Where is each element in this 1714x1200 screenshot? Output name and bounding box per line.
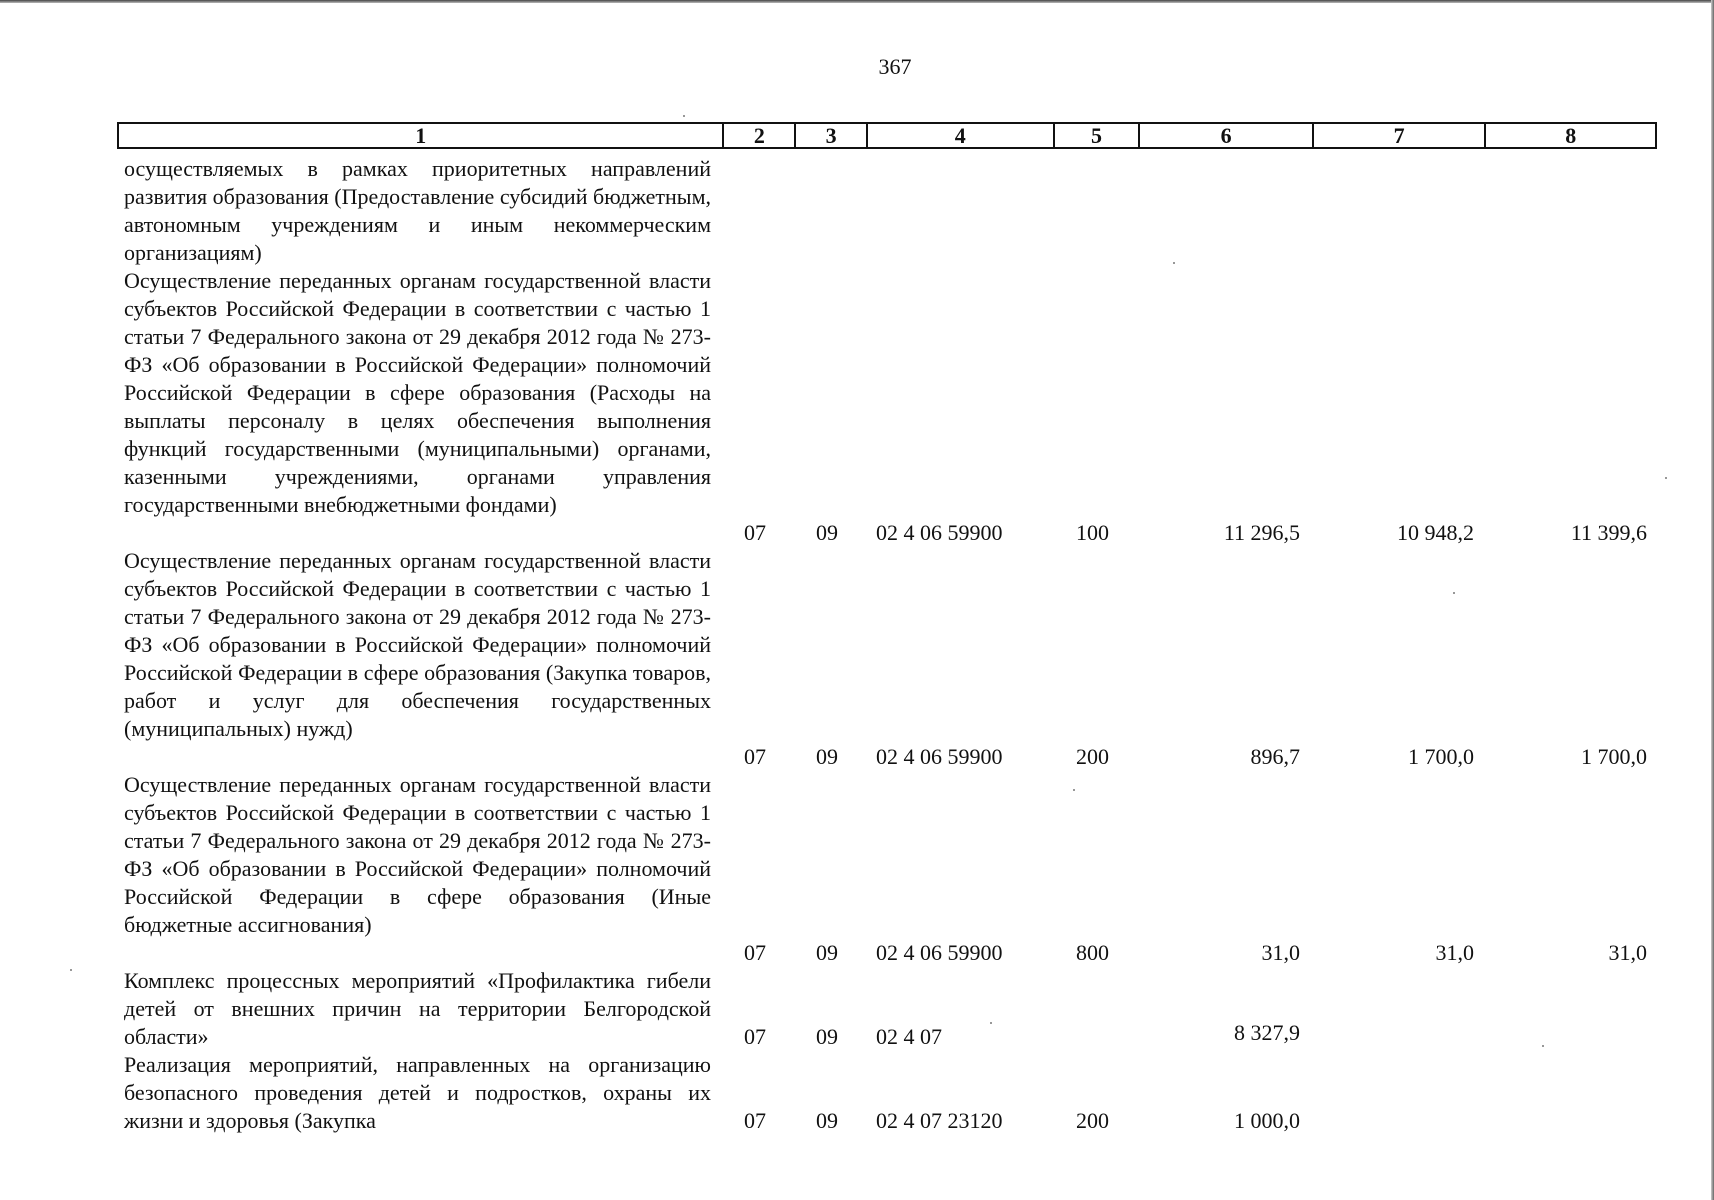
- header-col-6: 6: [1140, 124, 1314, 147]
- row-description: Осуществление переданных органам государственной власти субъектов Российской Федерации в соответствии с частью 1 статьи 7 Федерального закона от 29 декабря 2012 года № 273-ФЗ «Об образовании в Российской Федерации» полномочий Российской Федерации в сфере образования (Расходы на выплаты персоналу в целях обеспечения выполнения функций государственными (муниципальными) органами, казенными учреждениями, органами управления государственными внебюджетными фондами): [124, 268, 711, 517]
- target-article-code: 02 4 06 59900: [876, 744, 1003, 769]
- row-description: Реализация мероприятий, направленных на организацию безопасного проведения детей и подростков, охраны их жизни и здоровья (Закупка: [124, 1052, 711, 1133]
- scan-speck: [683, 115, 685, 117]
- row-description: Комплекс процессных мероприятий «Профилактика гибели детей от внешних причин на территории Белгородской области»: [124, 968, 711, 1049]
- amount-col-8: 31,0: [1608, 940, 1647, 965]
- row-description: Осуществление переданных органам государственной власти субъектов Российской Федерации в соответствии с частью 1 статьи 7 Федерального закона от 29 декабря 2012 года № 273-ФЗ «Об образовании в Российской Федерации» полномочий Российской Федерации в сфере образования (Иные бюджетные ассигнования): [124, 772, 711, 937]
- amount-col-7: 1 700,0: [1408, 744, 1474, 769]
- amount-col-6: 896,7: [1250, 744, 1300, 769]
- section-code: 07: [744, 744, 766, 769]
- header-col-3: 3: [796, 124, 868, 147]
- scan-speck: [1665, 477, 1667, 479]
- scan-speck: [1073, 789, 1075, 791]
- expense-type-code: 100: [1076, 520, 1109, 545]
- row-description: осуществляемых в рамках приоритетных направлений развития образования (Предоставление субсидий бюджетным, автономным учреждениям и иным некоммерческим организациям): [124, 156, 711, 265]
- table-header: [117, 122, 1657, 149]
- scan-speck: [1453, 592, 1455, 594]
- amount-col-6: 1 000,0: [1234, 1108, 1300, 1133]
- amount-col-8: 1 700,0: [1581, 744, 1647, 769]
- amount-col-6: 11 296,5: [1223, 520, 1300, 545]
- scan-edge-top: [0, 0, 1714, 3]
- amount-col-6: 8 327,9: [1234, 1020, 1300, 1045]
- header-col-4: 4: [868, 124, 1055, 147]
- subsection-code: 09: [816, 744, 838, 769]
- amount-col-7: 31,0: [1435, 940, 1474, 965]
- section-code: 07: [744, 1108, 766, 1133]
- section-code: 07: [744, 520, 766, 545]
- scan-speck: [1173, 262, 1175, 264]
- section-code: 07: [744, 940, 766, 965]
- header-col-8: 8: [1565, 123, 1577, 148]
- subsection-code: 09: [816, 520, 838, 545]
- page-number: 367: [878, 54, 912, 79]
- expense-type-code: 800: [1076, 940, 1109, 965]
- header-col-7: 7: [1314, 124, 1487, 147]
- target-article-code: 02 4 07: [876, 1024, 942, 1049]
- expense-type-code: 200: [1076, 1108, 1109, 1133]
- target-article-code: 02 4 07 23120: [876, 1108, 1003, 1133]
- scan-speck: [990, 1022, 992, 1024]
- header-col-5: 5: [1055, 124, 1141, 147]
- target-article-code: 02 4 06 59900: [876, 520, 1003, 545]
- scan-speck: [1542, 1045, 1544, 1047]
- row-description: Осуществление переданных органам государственной власти субъектов Российской Федерации в соответствии с частью 1 статьи 7 Федерального закона от 29 декабря 2012 года № 273-ФЗ «Об образовании в Российской Федерации» полномочий Российской Федерации в сфере образования (Закупка товаров, работ и услуг для обеспечения государственных (муниципальных) нужд): [124, 548, 711, 741]
- header-col-2: 2: [724, 124, 796, 147]
- header-col-1: 1: [119, 124, 724, 147]
- target-article-code: 02 4 06 59900: [876, 940, 1003, 965]
- subsection-code: 09: [816, 940, 838, 965]
- section-code: 07: [744, 1024, 766, 1049]
- subsection-code: 09: [816, 1108, 838, 1133]
- subsection-code: 09: [816, 1024, 838, 1049]
- scan-speck: [70, 969, 72, 971]
- expense-type-code: 200: [1076, 744, 1109, 769]
- amount-col-8: 11 399,6: [1570, 520, 1647, 545]
- amount-col-6: 31,0: [1261, 940, 1300, 965]
- amount-col-7: 10 948,2: [1397, 520, 1474, 545]
